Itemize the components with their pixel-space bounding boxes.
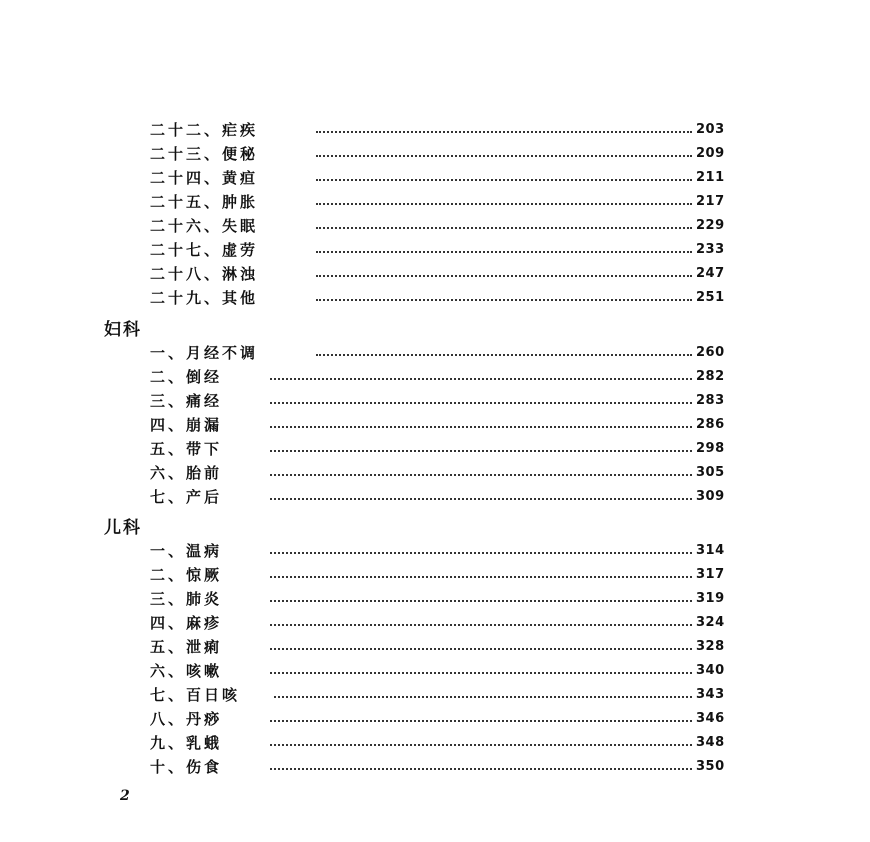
toc-entry-label: 二十九、其他 [150, 289, 259, 307]
toc-entry-page: 340 [696, 663, 725, 678]
dot-leader [270, 402, 692, 404]
dot-leader [270, 768, 692, 770]
dot-leader [270, 426, 692, 428]
dot-leader [316, 275, 692, 277]
dot-leader [270, 498, 692, 500]
toc-entry-page: 286 [696, 417, 725, 432]
toc-entry-page: 343 [696, 687, 725, 702]
toc-entry[interactable] [0, 215, 870, 237]
toc-entry-page: 260 [696, 345, 725, 360]
toc-entry-page: 203 [696, 122, 725, 137]
toc-entry[interactable] [0, 636, 870, 658]
toc-entry-label: 三、肺炎 [150, 590, 223, 608]
section-heading-gynecology: 妇科 [104, 320, 142, 340]
toc-entry[interactable] [0, 612, 870, 634]
toc-entry-label: 二十六、失眠 [150, 217, 259, 235]
toc-entry-page: 328 [696, 639, 725, 654]
toc-entry[interactable] [0, 263, 870, 285]
dot-leader [316, 131, 692, 133]
toc-entry-page: 305 [696, 465, 725, 480]
toc-entry[interactable] [0, 684, 870, 706]
toc-entry-label: 五、带下 [150, 440, 223, 458]
toc-entry[interactable] [0, 366, 870, 388]
toc-entry-label: 二十二、疟疾 [150, 121, 259, 139]
page-number: 2 [120, 788, 130, 804]
dot-leader [316, 203, 692, 205]
toc-entry-page: 247 [696, 266, 725, 281]
toc-entry-label: 十、伤食 [150, 758, 223, 776]
toc-entry-label: 四、麻疹 [150, 614, 223, 632]
toc-entry[interactable] [0, 486, 870, 508]
toc-entry-page: 324 [696, 615, 725, 630]
toc-entry[interactable] [0, 191, 870, 213]
toc-entry[interactable] [0, 167, 870, 189]
dot-leader [270, 450, 692, 452]
toc-entry[interactable] [0, 438, 870, 460]
toc-entry-label: 七、产后 [150, 488, 223, 506]
dot-leader [316, 299, 692, 301]
toc-entry[interactable] [0, 462, 870, 484]
toc-entry[interactable] [0, 119, 870, 141]
toc-entry-page: 282 [696, 369, 725, 384]
toc-entry-label: 二、惊厥 [150, 566, 223, 584]
toc-entry[interactable] [0, 390, 870, 412]
toc-entry-page: 217 [696, 194, 725, 209]
dot-leader [316, 155, 692, 157]
toc-entry-label: 四、崩漏 [150, 416, 223, 434]
dot-leader [274, 696, 692, 698]
toc-entry-label: 一、温病 [150, 542, 223, 560]
toc-entry-label: 二十七、虚劳 [150, 241, 259, 259]
section-heading-pediatrics: 儿科 [104, 518, 142, 538]
toc-entry-label: 八、丹痧 [150, 710, 223, 728]
toc-entry-page: 350 [696, 759, 725, 774]
toc-entry-page: 314 [696, 543, 725, 558]
dot-leader [316, 227, 692, 229]
toc-entry-label: 三、痛经 [150, 392, 223, 410]
toc-entry[interactable] [0, 287, 870, 309]
toc-entry-page: 346 [696, 711, 725, 726]
toc-entry[interactable] [0, 540, 870, 562]
toc-entry-label: 一、月经不调 [150, 344, 259, 362]
dot-leader [316, 179, 692, 181]
toc-entry[interactable] [0, 660, 870, 682]
toc-entry-label: 二十四、黄疸 [150, 169, 259, 187]
toc-entry-page: 317 [696, 567, 725, 582]
toc-entry[interactable] [0, 588, 870, 610]
toc-entry-label: 二、倒经 [150, 368, 223, 386]
toc-entry-label: 二十三、便秘 [150, 145, 259, 163]
dot-leader [316, 354, 692, 356]
toc-entry-page: 233 [696, 242, 725, 257]
toc-entry[interactable] [0, 756, 870, 778]
toc-entry-label: 七、百日咳 [150, 686, 241, 704]
toc-entry-page: 283 [696, 393, 725, 408]
dot-leader [270, 648, 692, 650]
toc-entry[interactable] [0, 342, 870, 364]
toc-entry[interactable] [0, 239, 870, 261]
toc-entry[interactable] [0, 414, 870, 436]
toc-entry-page: 319 [696, 591, 725, 606]
toc-entry-page: 209 [696, 146, 725, 161]
toc-entry-label: 二十五、肿胀 [150, 193, 259, 211]
toc-entry-page: 348 [696, 735, 725, 750]
toc-entry-label: 六、胎前 [150, 464, 223, 482]
dot-leader [270, 744, 692, 746]
dot-leader [270, 474, 692, 476]
toc-entry-page: 298 [696, 441, 725, 456]
toc-entry-label: 二十八、淋浊 [150, 265, 259, 283]
dot-leader [270, 672, 692, 674]
toc-entry-page: 229 [696, 218, 725, 233]
toc-entry[interactable] [0, 564, 870, 586]
dot-leader [270, 600, 692, 602]
toc-entry[interactable] [0, 143, 870, 165]
toc-entry-label: 九、乳蛾 [150, 734, 223, 752]
dot-leader [270, 624, 692, 626]
dot-leader [316, 251, 692, 253]
toc-entry-page: 309 [696, 489, 725, 504]
toc-entry-label: 五、泄痢 [150, 638, 223, 656]
toc-entry-page: 251 [696, 290, 725, 305]
dot-leader [270, 378, 692, 380]
toc-entry-page: 211 [696, 170, 725, 185]
dot-leader [270, 720, 692, 722]
toc-entry-label: 六、咳嗽 [150, 662, 223, 680]
dot-leader [270, 576, 692, 578]
dot-leader [270, 552, 692, 554]
toc-entry[interactable] [0, 708, 870, 730]
toc-entry[interactable] [0, 732, 870, 754]
